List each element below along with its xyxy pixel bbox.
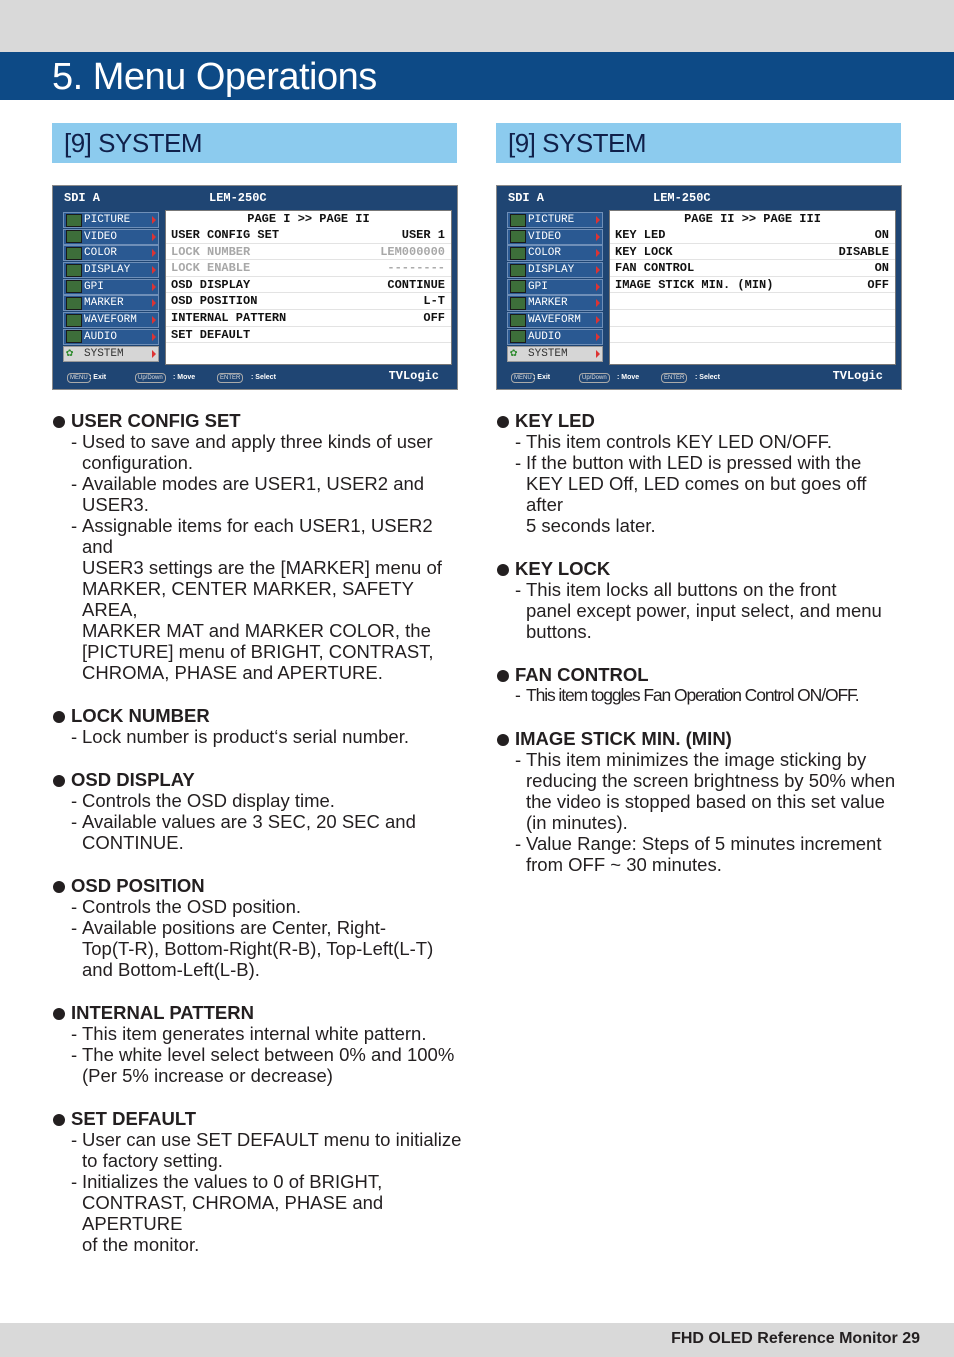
description-line: [52, 1065, 462, 1086]
item-heading: [496, 558, 906, 579]
dash-marker: -: [71, 431, 78, 452]
description-item: [52, 769, 462, 853]
item-heading: [52, 1002, 462, 1023]
description-line: [496, 515, 906, 536]
osd-setting-row[interactable]: [610, 244, 895, 261]
arrow-right-icon: [152, 299, 156, 307]
description-line: [52, 494, 462, 515]
description-item: [52, 1002, 462, 1086]
description-text: Available values are 3 SEC, 20 SEC and: [82, 811, 416, 832]
item-heading-text: IMAGE STICK MIN. (MIN): [515, 728, 732, 749]
osd-setting-value: OFF: [867, 277, 889, 292]
osd-menu-item-label: DISPLAY: [84, 264, 131, 277]
arrow-right-icon: [596, 283, 600, 291]
arrow-right-icon: [596, 333, 600, 341]
top-band: [0, 0, 954, 52]
footer-band: [0, 1323, 954, 1357]
description-text: Value Range: Steps of 5 minutes increment: [526, 833, 882, 854]
description-item: [52, 410, 462, 683]
osd-setting-value: ON: [874, 228, 889, 242]
video-icon: [510, 230, 526, 243]
description-text: CONTINUE.: [82, 832, 184, 853]
item-heading-text: LOCK NUMBER: [71, 705, 210, 726]
dash-marker: -: [515, 749, 522, 770]
osd-setting-name: KEY LED: [615, 228, 666, 242]
osd-menu-item-color[interactable]: [507, 245, 603, 261]
osd-menu-item-system[interactable]: [507, 346, 603, 362]
color-icon: [510, 247, 526, 260]
osd-setting-row[interactable]: [166, 327, 451, 344]
description-item: [52, 875, 462, 980]
osd-menu-item-audio[interactable]: [63, 329, 159, 345]
description-text: Available modes are USER1, USER2 and: [82, 473, 425, 494]
arrow-right-icon: [152, 350, 156, 358]
osd-setting-row[interactable]: [610, 260, 895, 277]
arrow-right-icon: [152, 249, 156, 257]
item-heading-text: USER CONFIG SET: [71, 410, 241, 431]
item-heading-text: OSD DISPLAY: [71, 769, 195, 790]
arrow-right-icon: [152, 316, 156, 324]
description-text: panel except power, input select, and menu: [526, 600, 882, 621]
dash-marker: -: [71, 1129, 78, 1150]
arrow-right-icon: [152, 333, 156, 341]
description-line: [52, 641, 462, 662]
description-line: [496, 749, 906, 770]
osd-setting-name: OSD POSITION: [171, 294, 258, 309]
description-text: to factory setting.: [82, 1150, 223, 1171]
arrow-right-icon: [596, 216, 600, 224]
section-heading-text: [9] SYSTEM: [64, 128, 203, 158]
item-heading-text: KEY LOCK: [515, 558, 611, 579]
description-line: [52, 1044, 462, 1065]
description-text: This item toggles Fan Operation Control ON/OFF.: [526, 685, 859, 705]
osd-setting-row[interactable]: [166, 227, 451, 244]
description-text: This item locks all buttons on the front: [526, 579, 837, 600]
audio-icon: [510, 330, 526, 343]
osd-setting-row[interactable]: [166, 293, 451, 310]
osd-menu-item-label: AUDIO: [528, 330, 562, 343]
gpi-icon: [66, 280, 82, 293]
osd-menu-item-picture[interactable]: [63, 212, 159, 228]
osd-settings-panel: [609, 210, 896, 365]
bullet-icon: [497, 416, 509, 428]
description-text: This item generates internal white pattern.: [82, 1023, 427, 1044]
osd-menu-item-display[interactable]: [63, 262, 159, 278]
bullet-icon: [53, 881, 65, 893]
picture-icon: [66, 214, 82, 227]
osd-menu-item-label: GPI: [528, 280, 548, 293]
osd-key-guide-text: : Select: [695, 374, 720, 381]
dash-marker: -: [71, 726, 78, 747]
description-text: CHROMA, PHASE and APERTURE.: [82, 662, 383, 683]
osd-menu-item-label: SYSTEM: [84, 347, 124, 360]
dash-marker: -: [71, 917, 78, 938]
osd-menu-item-label: WAVEFORM: [528, 314, 581, 327]
osd-screenshot-page2: [496, 185, 902, 390]
osd-page-title: PAGE I >> PAGE II: [247, 212, 370, 226]
osd-menu-item-label: SYSTEM: [528, 347, 568, 360]
osd-menu-item-label: VIDEO: [528, 230, 562, 243]
osd-menu-item-label: MARKER: [528, 297, 568, 310]
item-heading-text: INTERNAL PATTERN: [71, 1002, 254, 1023]
dash-marker: -: [71, 811, 78, 832]
dash-marker: -: [71, 515, 78, 536]
description-text: User can use SET DEFAULT menu to initialize: [82, 1129, 462, 1150]
description-text: (Per 5% increase or decrease): [82, 1065, 333, 1086]
osd-menu-item-marker[interactable]: [507, 295, 603, 311]
description-text: Assignable items for each USER1, USER2 and: [82, 515, 433, 557]
item-heading: [52, 705, 462, 726]
osd-model-name: LEM-250C: [653, 191, 711, 205]
description-line: [496, 579, 906, 600]
description-text: CONTRAST, CHROMA, PHASE and APERTURE: [82, 1192, 384, 1234]
item-heading-text: OSD POSITION: [71, 875, 205, 896]
osd-menu-item-audio[interactable]: [507, 329, 603, 345]
osd-menu-item-label: MARKER: [84, 297, 124, 310]
description-text: Available positions are Center, Right-: [82, 917, 387, 938]
description-item: [52, 705, 462, 747]
bullet-icon: [497, 670, 509, 682]
description-line: [52, 1234, 462, 1255]
arrow-right-icon: [152, 233, 156, 241]
enter-key-icon: ENTER: [217, 373, 243, 383]
osd-setting-name: INTERNAL PATTERN: [171, 310, 287, 325]
bullet-icon: [53, 1114, 65, 1126]
osd-menu-item-color[interactable]: [63, 245, 159, 261]
osd-menu-item-picture[interactable]: [507, 212, 603, 228]
dash-marker: -: [71, 896, 78, 917]
item-heading: [496, 410, 906, 431]
item-heading: [496, 728, 906, 749]
tvlogic-brand: TVLogic: [388, 369, 439, 383]
osd-menu-list: [507, 212, 603, 362]
osd-menu-item-label: VIDEO: [84, 230, 118, 243]
description-text: configuration.: [82, 452, 194, 473]
arrow-right-icon: [596, 266, 600, 274]
osd-setting-name: FAN CONTROL: [615, 261, 695, 276]
osd-menu-item-label: COLOR: [528, 247, 562, 260]
description-line: [496, 854, 906, 875]
picture-icon: [510, 214, 526, 227]
osd-key-guide-text: : Move: [617, 374, 640, 381]
page-title: 5. Menu Operations: [52, 56, 377, 98]
bullet-icon: [53, 775, 65, 787]
description-line: [496, 600, 906, 621]
osd-menu-item-label: GPI: [84, 280, 104, 293]
description-line: [52, 811, 462, 832]
item-heading: [52, 875, 462, 896]
osd-model-name: LEM-250C: [209, 191, 267, 205]
dash-marker: -: [71, 1171, 78, 1192]
osd-menu-item-video[interactable]: [507, 229, 603, 245]
description-text: Used to save and apply three kinds of user: [82, 431, 433, 452]
bullet-icon: [53, 711, 65, 723]
description-line: [52, 896, 462, 917]
section-heading-left: [52, 123, 457, 163]
description-text: Controls the OSD display time.: [82, 790, 335, 811]
osd-menu-item-video[interactable]: [63, 229, 159, 245]
description-text: from OFF ~ 30 minutes.: [526, 854, 722, 875]
audio-icon: [66, 330, 82, 343]
description-line: [496, 770, 906, 791]
osd-settings-panel: [165, 210, 452, 365]
description-text: This item controls KEY LED ON/OFF.: [526, 431, 833, 452]
description-line: [52, 938, 462, 959]
osd-setting-row[interactable]: [610, 293, 895, 310]
osd-input-source: SDI A: [508, 191, 545, 205]
description-line: [496, 431, 906, 452]
left-column-text: [52, 410, 462, 1277]
arrow-right-icon: [596, 249, 600, 257]
description-line: [52, 557, 462, 578]
description-text: The white level select between 0% and 100%: [82, 1044, 455, 1065]
description-line: [52, 726, 462, 747]
osd-menu-item-gpi[interactable]: [63, 279, 159, 295]
arrow-right-icon: [596, 299, 600, 307]
description-line: [52, 515, 462, 557]
osd-key-guide-text: : Exit: [533, 374, 551, 381]
description-line: [52, 473, 462, 494]
display-icon: [510, 264, 526, 277]
footer-text: FHD OLED Reference Monitor 29: [671, 1330, 920, 1347]
osd-setting-name: OSD DISPLAY: [171, 277, 251, 292]
osd-menu-item-gpi[interactable]: [507, 279, 603, 295]
bullet-icon: [53, 416, 65, 428]
osd-menu-item-label: PICTURE: [84, 214, 131, 226]
osd-screenshot-page1: [52, 185, 458, 390]
description-line: [52, 620, 462, 641]
description-text: Controls the OSD position.: [82, 896, 302, 917]
osd-setting-row[interactable]: [166, 277, 451, 294]
bullet-icon: [53, 1008, 65, 1020]
description-line: [52, 1023, 462, 1044]
item-heading-text: FAN CONTROL: [515, 664, 649, 685]
item-heading: [52, 410, 462, 431]
description-text: 5 seconds later.: [526, 515, 656, 536]
updown-key-icon: Up/Down: [135, 373, 166, 383]
description-text: MARKER MAT and MARKER COLOR, the: [82, 620, 431, 641]
display-icon: [66, 264, 82, 277]
menu-key-icon: MENU: [67, 373, 91, 383]
osd-setting-name: KEY LOCK: [615, 244, 673, 259]
description-text: KEY LED Off, LED comes on but goes off after: [526, 473, 867, 515]
description-item: [496, 664, 906, 706]
dash-marker: -: [71, 790, 78, 811]
dash-marker: -: [515, 833, 522, 854]
osd-menu-item-waveform[interactable]: [507, 312, 603, 328]
arrow-right-icon: [152, 283, 156, 291]
menu-key-icon: MENU: [511, 373, 535, 383]
description-item: [496, 410, 906, 536]
system-icon: ✿: [66, 346, 74, 360]
description-text: Lock number is product‘s serial number.: [82, 726, 409, 747]
osd-key-guide-text: : Exit: [89, 374, 107, 381]
osd-setting-name: SET DEFAULT: [171, 327, 251, 342]
description-text: the video is stopped based on this set value: [526, 791, 885, 812]
video-icon: [66, 230, 82, 243]
system-icon: ✿: [510, 346, 518, 360]
osd-setting-row[interactable]: [610, 277, 895, 294]
description-text: of the monitor.: [82, 1234, 200, 1255]
description-text: Initializes the values to 0 of BRIGHT,: [82, 1171, 383, 1192]
dash-marker: -: [71, 1044, 78, 1065]
gpi-icon: [510, 280, 526, 293]
description-line: [52, 662, 462, 683]
description-item: [496, 558, 906, 642]
osd-setting-value: L-T: [423, 294, 445, 309]
osd-setting-value: USER 1: [401, 228, 445, 242]
marker-icon: [510, 297, 526, 310]
description-line: [52, 1192, 462, 1234]
osd-setting-name: LOCK ENABLE: [171, 261, 251, 276]
description-line: [496, 473, 906, 515]
osd-menu-item-label: WAVEFORM: [84, 314, 137, 327]
arrow-right-icon: [152, 266, 156, 274]
osd-menu-item-label: COLOR: [84, 247, 118, 260]
osd-setting-row[interactable]: [166, 310, 451, 327]
item-heading-text: KEY LED: [515, 410, 595, 431]
osd-key-guide-text: : Select: [251, 374, 276, 381]
osd-setting-name: USER CONFIG SET: [171, 228, 280, 242]
osd-setting-value: --------: [387, 261, 445, 276]
item-heading: [496, 664, 906, 685]
title-bar: [0, 52, 954, 100]
description-text: reducing the screen brightness by 50% when: [526, 770, 896, 791]
right-column-text: [496, 410, 906, 897]
description-line: [52, 832, 462, 853]
osd-setting-name: LOCK NUMBER: [171, 244, 251, 259]
description-line: [52, 1129, 462, 1150]
description-text: and Bottom-Left(L-B).: [82, 959, 260, 980]
description-text: USER3.: [82, 494, 149, 515]
osd-menu-item-display[interactable]: [507, 262, 603, 278]
description-line: [52, 578, 462, 620]
osd-setting-row[interactable]: [166, 244, 451, 261]
osd-setting-value: ON: [874, 261, 889, 276]
item-heading: [52, 1108, 462, 1129]
osd-setting-value: OFF: [423, 310, 445, 325]
marker-icon: [66, 297, 82, 310]
description-text: [PICTURE] menu of BRIGHT, CONTRAST,: [82, 641, 434, 662]
description-text: (in minutes).: [526, 812, 628, 833]
section-heading-text: [9] SYSTEM: [508, 128, 647, 158]
description-line: [496, 685, 906, 706]
item-heading-text: SET DEFAULT: [71, 1108, 197, 1129]
description-line: [52, 1150, 462, 1171]
enter-key-icon: ENTER: [661, 373, 687, 383]
description-line: [52, 452, 462, 473]
osd-menu-item-marker[interactable]: [63, 295, 159, 311]
osd-menu-item-waveform[interactable]: [63, 312, 159, 328]
arrow-right-icon: [596, 350, 600, 358]
section-heading-right: [496, 123, 901, 163]
arrow-right-icon: [596, 233, 600, 241]
osd-setting-value: DISABLE: [838, 244, 889, 259]
arrow-right-icon: [596, 316, 600, 324]
description-text: Top(T-R), Bottom-Right(R-B), Top-Left(L-T): [82, 938, 434, 959]
bullet-icon: [497, 564, 509, 576]
dash-marker: -: [515, 452, 522, 473]
updown-key-icon: Up/Down: [579, 373, 610, 383]
osd-setting-row[interactable]: [610, 310, 895, 327]
item-heading: [52, 769, 462, 790]
description-line: [496, 833, 906, 854]
bullet-icon: [497, 734, 509, 746]
osd-setting-value: LEM000000: [380, 244, 445, 259]
description-line: [496, 621, 906, 642]
dash-marker: -: [515, 431, 522, 452]
tvlogic-brand: TVLogic: [832, 369, 883, 383]
description-text: USER3 settings are the [MARKER] menu of: [82, 557, 442, 578]
description-line: [496, 812, 906, 833]
description-item: [496, 728, 906, 875]
osd-page-title: PAGE II >> PAGE III: [684, 212, 821, 226]
osd-menu-item-label: AUDIO: [84, 330, 118, 343]
osd-menu-list: [63, 212, 159, 362]
description-line: [496, 791, 906, 812]
dash-marker: -: [71, 473, 78, 494]
osd-setting-row[interactable]: [610, 327, 895, 344]
osd-menu-item-label: DISPLAY: [528, 264, 575, 277]
osd-setting-row[interactable]: [610, 227, 895, 244]
osd-key-guide-text: : Move: [173, 374, 196, 381]
dash-marker: -: [515, 685, 520, 705]
osd-menu-item-label: PICTURE: [528, 214, 575, 226]
description-line: [52, 790, 462, 811]
osd-setting-value: CONTINUE: [387, 277, 445, 292]
description-line: [52, 959, 462, 980]
dash-marker: -: [71, 1023, 78, 1044]
description-line: [496, 452, 906, 473]
description-line: [52, 917, 462, 938]
osd-menu-item-system[interactable]: [63, 346, 159, 362]
osd-input-source: SDI A: [64, 191, 101, 205]
description-text: This item minimizes the image sticking by: [526, 749, 867, 770]
waveform-icon: [66, 314, 82, 327]
description-line: [52, 1171, 462, 1192]
osd-setting-name: IMAGE STICK MIN. (MIN): [615, 277, 774, 292]
description-text: MARKER, CENTER MARKER, SAFETY AREA,: [82, 578, 414, 620]
dash-marker: -: [515, 579, 522, 600]
description-item: [52, 1108, 462, 1255]
waveform-icon: [510, 314, 526, 327]
description-text: buttons.: [526, 621, 592, 642]
arrow-right-icon: [152, 216, 156, 224]
description-line: [52, 431, 462, 452]
osd-setting-row[interactable]: [166, 260, 451, 277]
color-icon: [66, 247, 82, 260]
description-text: If the button with LED is pressed with the: [526, 452, 862, 473]
